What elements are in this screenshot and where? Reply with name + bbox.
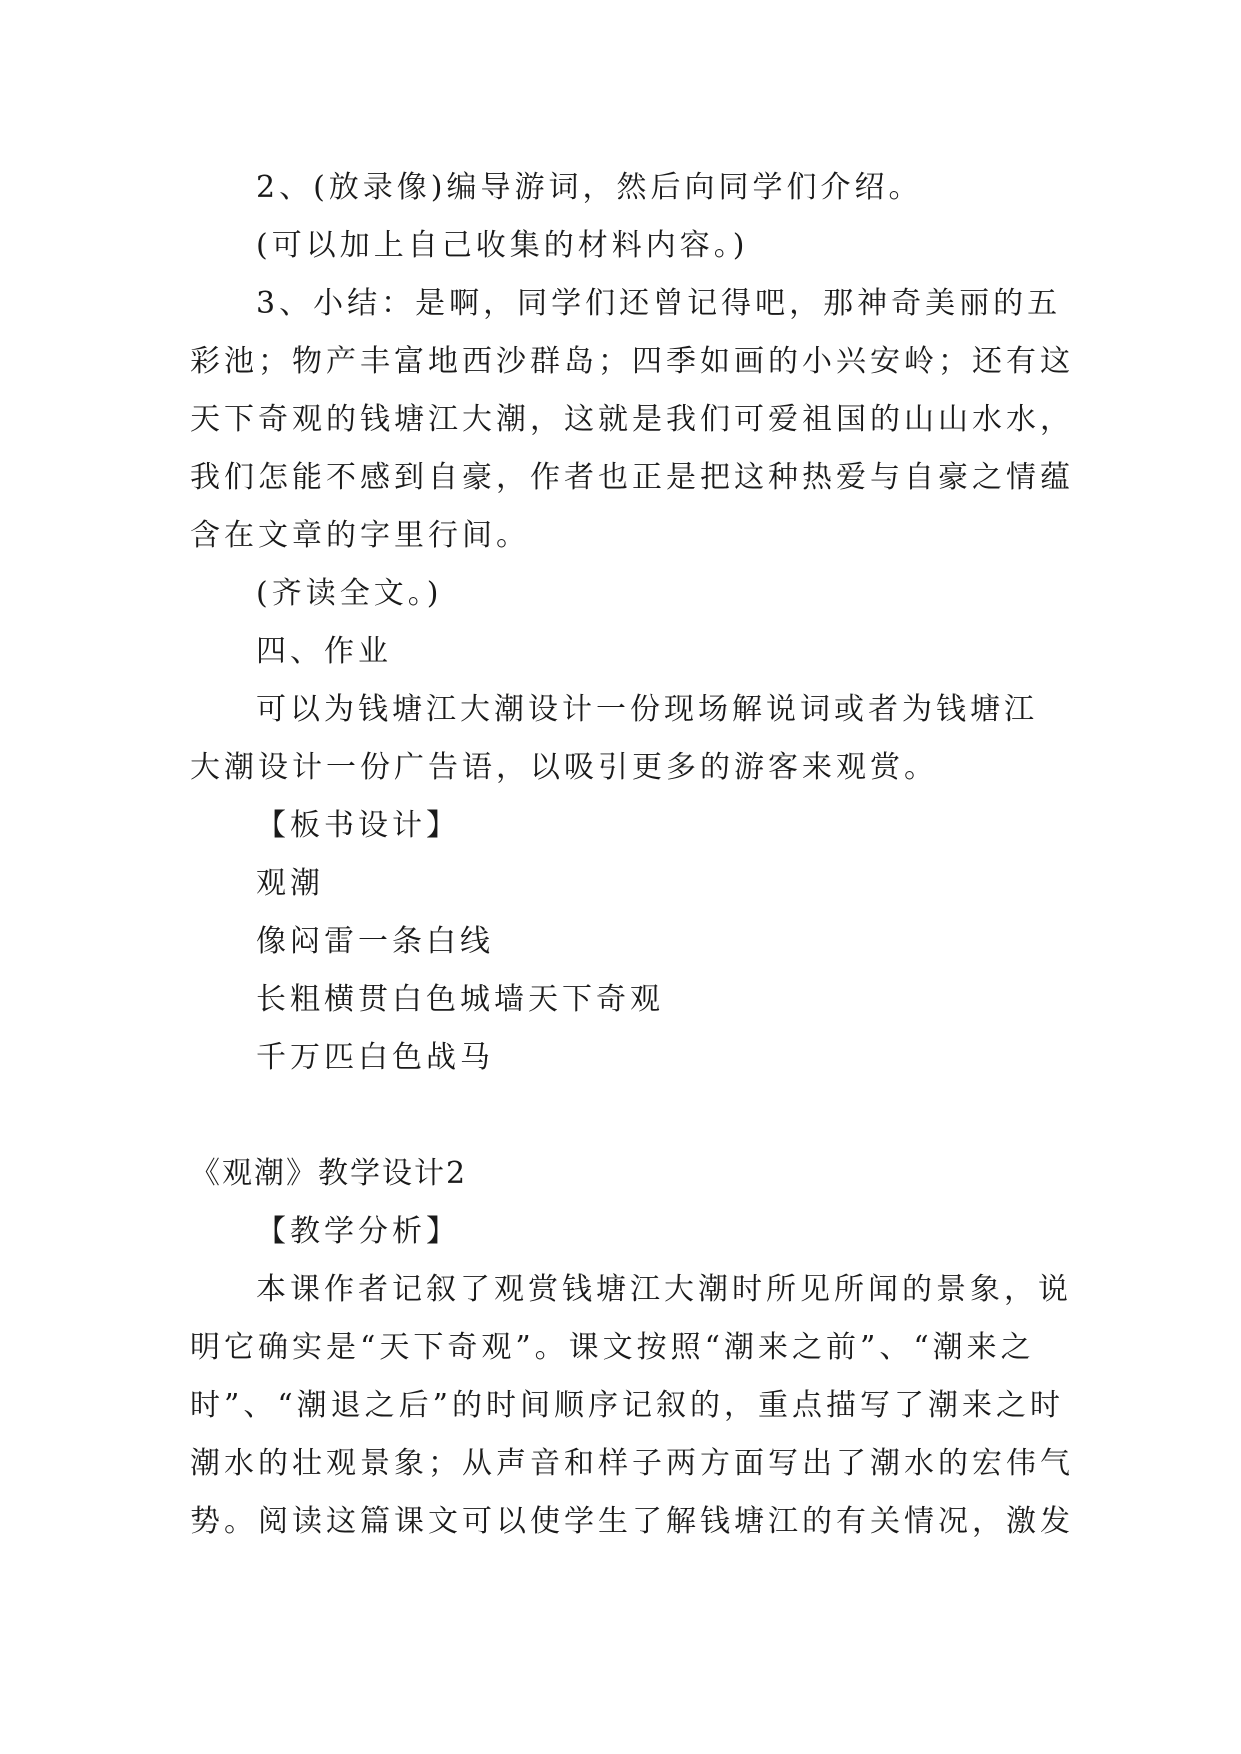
board-line: 观潮	[256, 866, 324, 901]
paragraph-line: 潮水的壮观景象；从声音和样子两方面写出了潮水的宏伟气	[190, 1446, 1074, 1481]
board-line: 像闷雷一条白线	[256, 924, 494, 959]
paragraph-line: 天下奇观的钱塘江大潮，这就是我们可爱祖国的山山水水，	[190, 402, 1074, 437]
paragraph-line: (齐读全文。)	[256, 576, 443, 611]
paragraph-line: 大潮设计一份广告语，以吸引更多的游客来观赏。	[190, 750, 938, 785]
paragraph-line: 彩池；物产丰富地西沙群岛；四季如画的小兴安岭；还有这	[190, 344, 1074, 379]
document-title: 《观潮》教学设计2	[190, 1156, 468, 1191]
paragraph-line: 2、(放录像)编导游词，然后向同学们介绍。	[256, 170, 923, 205]
section-heading: 四、作业	[256, 634, 392, 669]
paragraph-line: 明它确实是“天下奇观”。课文按照“潮来之前”、“潮来之	[190, 1330, 1035, 1365]
section-heading: 【教学分析】	[256, 1214, 460, 1249]
board-line: 长粗横贯白色城墙天下奇观	[256, 982, 664, 1017]
section-heading: 【板书设计】	[256, 808, 460, 843]
paragraph-line: 本课作者记叙了观赏钱塘江大潮时所见所闻的景象，说	[256, 1272, 1072, 1307]
paragraph-line: 可以为钱塘江大潮设计一份现场解说词或者为钱塘江	[256, 692, 1038, 727]
paragraph-line: 3、小结：是啊，同学们还曾记得吧，那神奇美丽的五	[256, 286, 1062, 321]
board-line: 千万匹白色战马	[256, 1040, 494, 1075]
paragraph-line: 我们怎能不感到自豪，作者也正是把这种热爱与自豪之情蕴	[190, 460, 1074, 495]
paragraph-line: (可以加上自己收集的材料内容。)	[256, 228, 749, 263]
paragraph-line: 势。阅读这篇课文可以使学生了解钱塘江的有关情况，激发	[190, 1504, 1074, 1539]
paragraph-line: 时”、“潮退之后”的时间顺序记叙的，重点描写了潮来之时	[190, 1388, 1065, 1423]
paragraph-line: 含在文章的字里行间。	[190, 518, 530, 553]
